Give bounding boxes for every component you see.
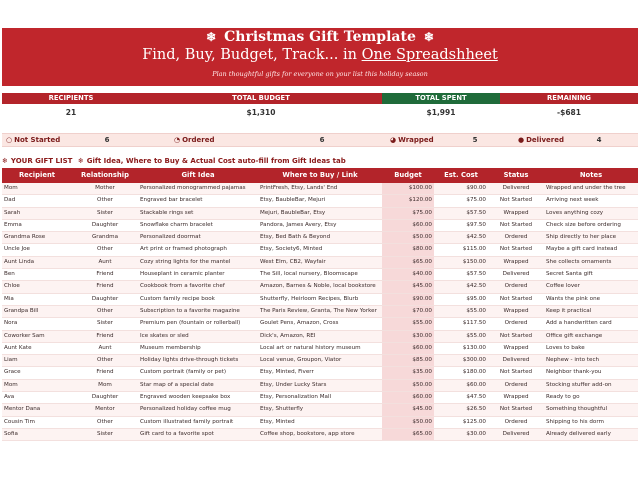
total-spent-label: TOTAL SPENT: [382, 93, 500, 104]
status-count: 5: [472, 136, 478, 144]
relationship-cell[interactable]: Daughter: [72, 293, 138, 305]
relationship-cell[interactable]: Other: [72, 244, 138, 256]
est-cost-cell[interactable]: $97.50: [434, 219, 488, 231]
status-cell[interactable]: Ordered: [488, 232, 544, 244]
summary-panel: [2, 93, 638, 122]
budget-cell[interactable]: $35.00: [382, 367, 434, 379]
budget-cell[interactable]: $65.00: [382, 428, 434, 440]
recipient-cell[interactable]: Emma: [2, 219, 72, 231]
est-cost-cell[interactable]: $130.00: [434, 342, 488, 354]
recipient-cell[interactable]: Liam: [2, 355, 72, 367]
empty-circle-icon: ○: [6, 136, 13, 144]
gift-list-heading: [2, 155, 638, 167]
column-header[interactable]: Est. Cost: [434, 168, 488, 183]
table-row: [2, 207, 638, 219]
est-cost-cell[interactable]: $57.50: [434, 207, 488, 219]
relationship-cell[interactable]: Aunt: [72, 342, 138, 354]
column-header[interactable]: Where to Buy / Link: [258, 168, 382, 183]
table-row: [2, 416, 638, 428]
budget-cell[interactable]: $45.00: [382, 281, 434, 293]
gift-idea-cell[interactable]: Snowflake charm bracelet: [138, 219, 258, 231]
three-quarter-circle-icon: ◕: [390, 136, 397, 144]
relationship-cell[interactable]: Mother: [72, 183, 138, 195]
relationship-cell[interactable]: Sister: [72, 207, 138, 219]
est-cost-cell[interactable]: $117.50: [434, 318, 488, 330]
status-label: Delivered: [526, 136, 564, 144]
est-cost-cell[interactable]: $30.00: [434, 428, 488, 440]
relationship-cell[interactable]: Daughter: [72, 219, 138, 231]
recipients-label: RECIPIENTS: [2, 93, 140, 104]
status-cell[interactable]: Not Started: [488, 293, 544, 305]
est-cost-cell[interactable]: $150.00: [434, 256, 488, 268]
budget-cell[interactable]: $90.00: [382, 293, 434, 305]
snowflake-icon: ❄: [206, 30, 217, 44]
notes-cell[interactable]: Something thoughtful: [544, 404, 638, 416]
table-row: [2, 379, 638, 391]
remaining-label: REMAINING: [500, 93, 638, 104]
where-to-buy-cell[interactable]: Dick's, Amazon, REI: [258, 330, 382, 342]
recipient-cell[interactable]: Cousin Tim: [2, 416, 72, 428]
where-to-buy-cell[interactable]: Goulet Pens, Amazon, Cross: [258, 318, 382, 330]
recipient-cell[interactable]: Aunt Linda: [2, 256, 72, 268]
notes-cell[interactable]: Nephew - into tech: [544, 355, 638, 367]
gift-idea-cell[interactable]: Custom portrait (family or pet): [138, 367, 258, 379]
gift-idea-cell[interactable]: Custom illustrated family portrait: [138, 416, 258, 428]
table-row: [2, 195, 638, 207]
recipient-cell[interactable]: Sofia: [2, 428, 72, 440]
relationship-cell[interactable]: Mentor: [72, 404, 138, 416]
relationship-cell[interactable]: Sister: [72, 318, 138, 330]
status-cell[interactable]: Not Started: [488, 219, 544, 231]
table-row: [2, 183, 638, 195]
status-count: 6: [319, 136, 325, 144]
gift-idea-cell[interactable]: Personalized doormat: [138, 232, 258, 244]
table-row: [2, 355, 638, 367]
est-cost-cell[interactable]: $55.00: [434, 305, 488, 317]
gift-idea-cell[interactable]: Custom family recipe book: [138, 293, 258, 305]
total-spent-value: $1,991: [426, 108, 456, 117]
status-cell[interactable]: Delivered: [488, 183, 544, 195]
table-header-row: [2, 168, 638, 183]
status-cell[interactable]: Delivered: [488, 269, 544, 281]
status-cell[interactable]: Delivered: [488, 428, 544, 440]
notes-cell[interactable]: Already delivered early: [544, 428, 638, 440]
status-label: Not Started: [14, 136, 61, 144]
status-cell[interactable]: Ordered: [488, 379, 544, 391]
est-cost-cell[interactable]: $42.50: [434, 232, 488, 244]
gift-idea-cell[interactable]: Ice skates or sled: [138, 330, 258, 342]
relationship-cell[interactable]: Friend: [72, 367, 138, 379]
est-cost-cell[interactable]: $115.00: [434, 244, 488, 256]
gift-idea-cell[interactable]: Personalized monogrammed pajamas: [138, 183, 258, 195]
relationship-cell[interactable]: Mom: [72, 379, 138, 391]
table-row: [2, 281, 638, 293]
recipient-cell[interactable]: Aunt Kate: [2, 342, 72, 354]
table-row: [2, 318, 638, 330]
recipient-cell[interactable]: Grandpa Bill: [2, 305, 72, 317]
where-to-buy-cell[interactable]: Etsy, Under Lucky Stars: [258, 379, 382, 391]
column-header[interactable]: Budget: [382, 168, 434, 183]
budget-cell[interactable]: $60.00: [382, 219, 434, 231]
recipient-cell[interactable]: Mom: [2, 183, 72, 195]
gift-idea-cell[interactable]: Gift card to a favorite spot: [138, 428, 258, 440]
gift-idea-cell[interactable]: Museum membership: [138, 342, 258, 354]
budget-cell[interactable]: $50.00: [382, 232, 434, 244]
gift-idea-cell[interactable]: Art print or framed photograph: [138, 244, 258, 256]
table-row: [2, 269, 638, 281]
status-cell[interactable]: Not Started: [488, 404, 544, 416]
status-cell[interactable]: Not Started: [488, 367, 544, 379]
est-cost-cell[interactable]: $42.50: [434, 281, 488, 293]
est-cost-cell[interactable]: $55.00: [434, 330, 488, 342]
est-cost-cell[interactable]: $60.00: [434, 379, 488, 391]
est-cost-cell[interactable]: $26.50: [434, 404, 488, 416]
gift-idea-cell[interactable]: Stackable rings set: [138, 207, 258, 219]
gift-idea-cell[interactable]: Engraved bar bracelet: [138, 195, 258, 207]
notes-cell[interactable]: Stocking stuffer add-on: [544, 379, 638, 391]
budget-cell[interactable]: $55.00: [382, 318, 434, 330]
budget-cell[interactable]: $85.00: [382, 355, 434, 367]
where-to-buy-cell[interactable]: The Sill, local nursery, Bloomscape: [258, 269, 382, 281]
est-cost-cell[interactable]: $90.00: [434, 183, 488, 195]
status-ordered: [130, 134, 284, 146]
where-to-buy-cell[interactable]: West Elm, CB2, Wayfair: [258, 256, 382, 268]
status-count: 6: [104, 136, 110, 144]
page-title-text: Christmas Gift Template: [224, 29, 416, 45]
where-to-buy-cell[interactable]: Etsy, Minted, Fiverr: [258, 367, 382, 379]
where-to-buy-cell[interactable]: Local venue, Groupon, Viator: [258, 355, 382, 367]
notes-cell[interactable]: She collects ornaments: [544, 256, 638, 268]
where-to-buy-cell[interactable]: Etsy, Shutterfly: [258, 404, 382, 416]
est-cost-cell[interactable]: $75.00: [434, 195, 488, 207]
column-header[interactable]: Notes: [544, 168, 638, 183]
status-cell[interactable]: Ordered: [488, 318, 544, 330]
gift-table-body: [2, 183, 638, 441]
status-cell[interactable]: Wrapped: [488, 342, 544, 354]
notes-cell[interactable]: Wants the pink one: [544, 293, 638, 305]
est-cost-cell[interactable]: $300.00: [434, 355, 488, 367]
recipient-cell[interactable]: Ava: [2, 392, 72, 404]
relationship-cell[interactable]: Friend: [72, 281, 138, 293]
recipient-cell[interactable]: Mom: [2, 379, 72, 391]
gift-idea-cell[interactable]: Cookbook from a favorite chef: [138, 281, 258, 293]
notes-cell[interactable]: Office gift exchange: [544, 330, 638, 342]
column-header[interactable]: Recipient: [2, 168, 72, 183]
gift-idea-cell[interactable]: Houseplant in ceramic planter: [138, 269, 258, 281]
relationship-cell[interactable]: Other: [72, 305, 138, 317]
notes-cell[interactable]: Keep it practical: [544, 305, 638, 317]
notes-cell[interactable]: Arriving next week: [544, 195, 638, 207]
where-to-buy-cell[interactable]: Shutterfly, Heirloom Recipes, Blurb: [258, 293, 382, 305]
gift-table: [2, 168, 638, 441]
where-to-buy-cell[interactable]: Mejuri, BaubleBar, Etsy: [258, 207, 382, 219]
status-cell[interactable]: Wrapped: [488, 256, 544, 268]
status-cell[interactable]: Delivered: [488, 355, 544, 367]
table-row: [2, 342, 638, 354]
est-cost-cell[interactable]: $95.00: [434, 293, 488, 305]
recipient-cell[interactable]: Nora: [2, 318, 72, 330]
budget-cell[interactable]: $45.00: [382, 404, 434, 416]
gift-idea-cell[interactable]: Holiday lights drive-through tickets: [138, 355, 258, 367]
budget-cell[interactable]: $80.00: [382, 244, 434, 256]
status-label: Ordered: [182, 136, 215, 144]
snowflake-icon: ❄: [423, 30, 434, 44]
notes-cell[interactable]: Coffee lover: [544, 281, 638, 293]
recipient-cell[interactable]: Dad: [2, 195, 72, 207]
section-note: Gift Idea, Where to Buy & Actual Cost auto-fill from Gift Ideas tab: [86, 157, 346, 165]
status-cell[interactable]: Not Started: [488, 330, 544, 342]
gift-idea-cell[interactable]: Subscription to a favorite magazine: [138, 305, 258, 317]
page-subtitle: [2, 44, 638, 66]
status-cell[interactable]: Not Started: [488, 244, 544, 256]
status-cell[interactable]: Wrapped: [488, 392, 544, 404]
section-title: YOUR GIFT LIST: [10, 157, 73, 165]
column-header[interactable]: Relationship: [72, 168, 138, 183]
gift-idea-cell[interactable]: Premium pen (fountain or rollerball): [138, 318, 258, 330]
status-count: 4: [596, 136, 602, 144]
table-row: [2, 305, 638, 317]
budget-cell[interactable]: $60.00: [382, 392, 434, 404]
tagline: Plan thoughtful gifts for everyone on your list this holiday season: [212, 70, 428, 78]
budget-cell[interactable]: $40.00: [382, 269, 434, 281]
notes-cell[interactable]: Neighbor thank-you: [544, 367, 638, 379]
status-wrapped: [360, 134, 462, 146]
recipient-cell[interactable]: Sarah: [2, 207, 72, 219]
remaining-value: -$681: [557, 108, 581, 117]
notes-cell[interactable]: Check size before ordering: [544, 219, 638, 231]
table-row: [2, 392, 638, 404]
notes-cell[interactable]: Secret Santa gift: [544, 269, 638, 281]
where-to-buy-cell[interactable]: The Paris Review, Granta, The New Yorker: [258, 305, 382, 317]
relationship-cell[interactable]: Grandma: [72, 232, 138, 244]
table-row: [2, 404, 638, 416]
where-to-buy-cell[interactable]: Etsy, Bed Bath & Beyond: [258, 232, 382, 244]
table-row: [2, 367, 638, 379]
recipient-cell[interactable]: Ben: [2, 269, 72, 281]
est-cost-cell[interactable]: $47.50: [434, 392, 488, 404]
filled-circle-icon: ●: [518, 136, 525, 144]
column-header[interactable]: Gift Idea: [138, 168, 258, 183]
recipient-cell[interactable]: Coworker Sam: [2, 330, 72, 342]
est-cost-cell[interactable]: $180.00: [434, 367, 488, 379]
budget-cell[interactable]: $60.00: [382, 342, 434, 354]
relationship-cell[interactable]: Other: [72, 355, 138, 367]
relationship-cell[interactable]: Friend: [72, 269, 138, 281]
est-cost-cell[interactable]: $57.50: [434, 269, 488, 281]
where-to-buy-cell[interactable]: PrintFresh, Etsy, Lands' End: [258, 183, 382, 195]
recipient-cell[interactable]: Mentor Dana: [2, 404, 72, 416]
status-cell[interactable]: Ordered: [488, 281, 544, 293]
relationship-cell[interactable]: Daughter: [72, 392, 138, 404]
notes-cell[interactable]: Ready to go: [544, 392, 638, 404]
relationship-cell[interactable]: Sister: [72, 428, 138, 440]
table-row: [2, 219, 638, 231]
gift-idea-cell[interactable]: Star map of a special date: [138, 379, 258, 391]
gift-idea-cell[interactable]: Personalized holiday coffee mug: [138, 404, 258, 416]
where-to-buy-cell[interactable]: Coffee shop, bookstore, app store: [258, 428, 382, 440]
snowflake-icon: ❄: [77, 157, 84, 165]
recipients-value: 21: [65, 108, 77, 117]
notes-cell[interactable]: Loves to bake: [544, 342, 638, 354]
budget-cell[interactable]: $50.00: [382, 416, 434, 428]
recipient-cell[interactable]: Mia: [2, 293, 72, 305]
where-to-buy-cell[interactable]: Amazon, Barnes & Noble, local bookstore: [258, 281, 382, 293]
relationship-cell[interactable]: Other: [72, 416, 138, 428]
table-row: [2, 256, 638, 268]
recipient-cell[interactable]: Uncle Joe: [2, 244, 72, 256]
where-to-buy-cell[interactable]: Pandora, James Avery, Etsy: [258, 219, 382, 231]
status-cell[interactable]: Ordered: [488, 416, 544, 428]
total-budget-label: TOTAL BUDGET: [140, 93, 382, 104]
quarter-circle-icon: ◔: [174, 136, 181, 144]
notes-cell[interactable]: Shipping to his dorm: [544, 416, 638, 428]
notes-cell[interactable]: Maybe a gift card instead: [544, 244, 638, 256]
relationship-cell[interactable]: Friend: [72, 330, 138, 342]
subtitle-text: Find, Buy, Budget, Track... in: [142, 47, 362, 63]
where-to-buy-cell[interactable]: Etsy, Personalization Mall: [258, 392, 382, 404]
header-banner: [2, 28, 638, 86]
where-to-buy-cell[interactable]: Local art or natural history museum: [258, 342, 382, 354]
est-cost-cell[interactable]: $125.00: [434, 416, 488, 428]
status-cell[interactable]: Wrapped: [488, 207, 544, 219]
notes-cell[interactable]: Ship directly to her place: [544, 232, 638, 244]
gift-idea-cell[interactable]: Cozy string lights for the mantel: [138, 256, 258, 268]
budget-cell[interactable]: $65.00: [382, 256, 434, 268]
notes-cell[interactable]: Loves anything cozy: [544, 207, 638, 219]
budget-cell[interactable]: $75.00: [382, 207, 434, 219]
where-to-buy-cell[interactable]: Etsy, Society6, Minted: [258, 244, 382, 256]
recipient-cell[interactable]: Grace: [2, 367, 72, 379]
gift-idea-cell[interactable]: Engraved wooden keepsake box: [138, 392, 258, 404]
budget-cell[interactable]: $50.00: [382, 379, 434, 391]
status-cell[interactable]: Not Started: [488, 195, 544, 207]
subtitle-link[interactable]: One Spreadshheet: [361, 47, 498, 63]
table-row: [2, 293, 638, 305]
column-header[interactable]: Status: [488, 168, 544, 183]
where-to-buy-cell[interactable]: Etsy, Minted: [258, 416, 382, 428]
status-label: Wrapped: [398, 136, 434, 144]
table-row: [2, 232, 638, 244]
where-to-buy-cell[interactable]: Etsy, BaubleBar, Mejuri: [258, 195, 382, 207]
snowflake-icon: ❄: [2, 157, 8, 165]
budget-cell[interactable]: $30.00: [382, 330, 434, 342]
budget-cell[interactable]: $100.00: [382, 183, 434, 195]
relationship-cell[interactable]: Other: [72, 195, 138, 207]
budget-cell[interactable]: $120.00: [382, 195, 434, 207]
status-summary: [2, 133, 638, 147]
table-row: [2, 330, 638, 342]
recipient-cell[interactable]: Grandma Rose: [2, 232, 72, 244]
recipient-cell[interactable]: Chloe: [2, 281, 72, 293]
status-delivered: [488, 134, 578, 146]
notes-cell[interactable]: Wrapped and under the tree: [544, 183, 638, 195]
relationship-cell[interactable]: Aunt: [72, 256, 138, 268]
budget-cell[interactable]: $70.00: [382, 305, 434, 317]
table-row: [2, 244, 638, 256]
status-cell[interactable]: Wrapped: [488, 305, 544, 317]
status-not-started: [2, 134, 84, 146]
total-budget-value: $1,310: [246, 108, 276, 117]
notes-cell[interactable]: Add a handwritten card: [544, 318, 638, 330]
table-row: [2, 428, 638, 440]
